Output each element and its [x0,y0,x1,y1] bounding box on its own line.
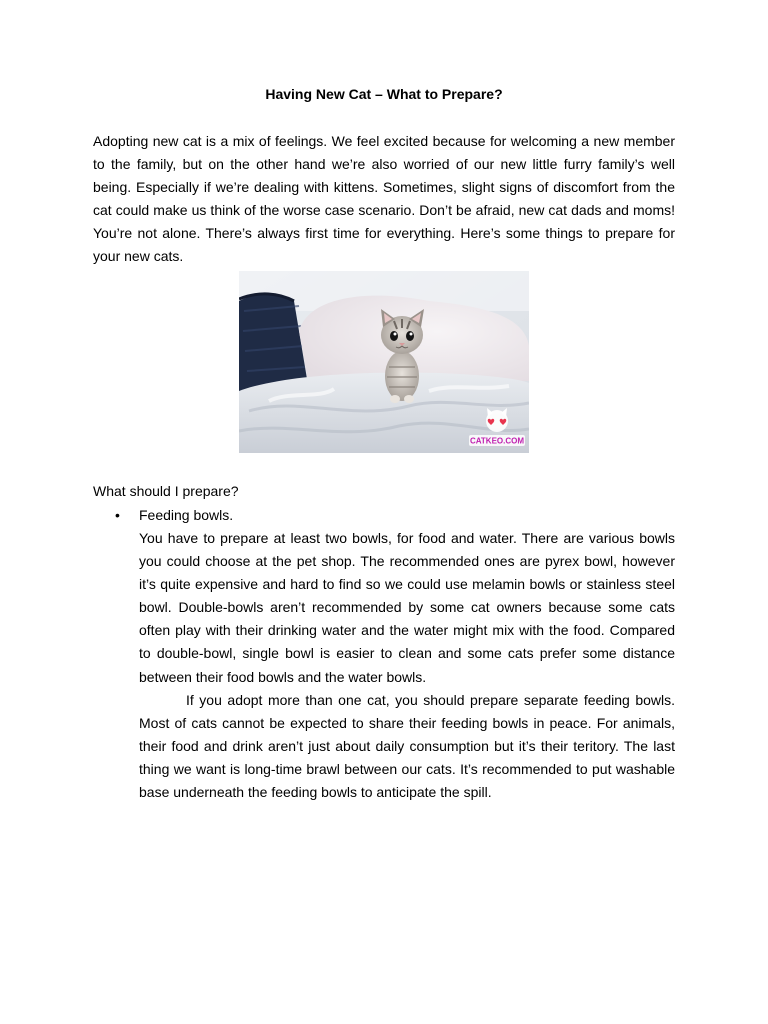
section-question: What should I prepare? [93,483,239,499]
kitten-photo [239,271,529,453]
feeding-bowls-paragraph-2: If you adopt more than one cat, you should prepare separate feeding bowls. Most of cats cannot be expected to share their feeding bowls in peace. For animals, their food and drink aren’t just about daily consumption but it’s their teritory. The last thing we want is long-time brawl between our cats. It’s recommended to put washable base underneath the feeding bowls to anticipate the spill. [139,692,675,801]
feeding-bowls-paragraph-1: You have to prepare at least two bowls, for food and water. There are various bowls you could choose at the pet shop. The recommended ones are pyrex bowl, however it’s quite expensive and hard to find so we could use melamin bowls or stainless steel bowl. Double-bowls aren’t recommended by some cat owners because some cats often play with their drinking water and the water might mix with the food. Compared to double-bowl, single bowl is easier to clean and some cats prefer some distance between their food bowls and the water bowls. [139,530,675,685]
watermark-text: CATKEO.COM [469,436,525,446]
intro-paragraph: Adopting new cat is a mix of feelings. We feel excited because for welcoming a new member to the family, but on the other hand we’re also worried of our new little furry family’s well being. Especially if we’re dealing with kittens. Sometimes, slight signs of discomfort from the cat could make us think of the worse case scenario. Don’t be afraid, new cat dads and moms! You’re not alone. There’s always first time for everything. Here’s some things to prepare for your new cats. [93,133,675,265]
document-title: Having New Cat – What to Prepare? [265,86,503,102]
list-item-label: Feeding bowls. [139,507,234,523]
bullet-icon: • [115,507,120,523]
